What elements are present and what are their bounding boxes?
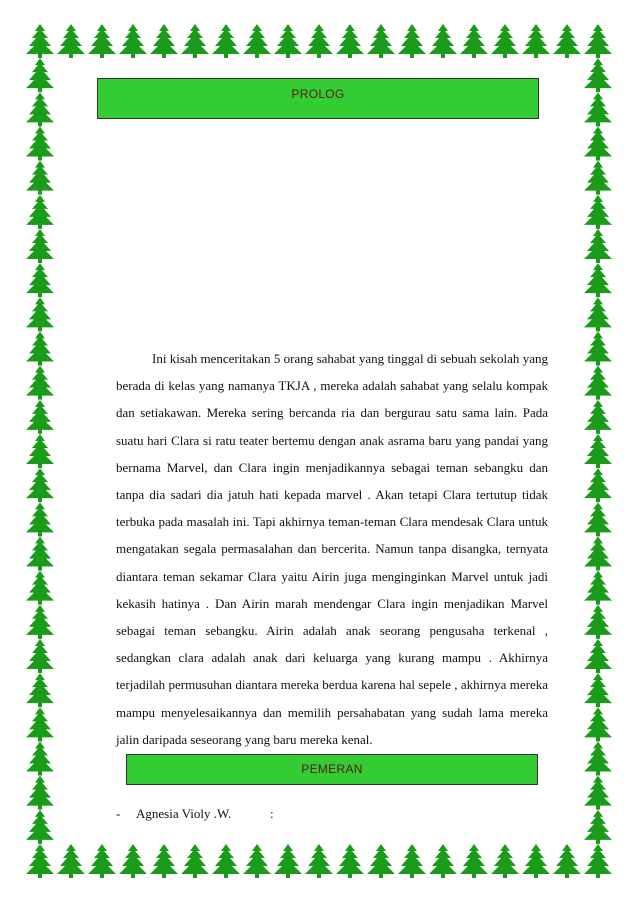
pine-tree-icon bbox=[584, 673, 612, 707]
pine-tree-icon bbox=[26, 297, 54, 331]
pine-tree-icon bbox=[460, 844, 488, 878]
pine-tree-icon bbox=[26, 24, 54, 58]
pine-tree-icon bbox=[88, 844, 116, 878]
pine-tree-icon bbox=[26, 605, 54, 639]
pine-tree-icon bbox=[584, 229, 612, 263]
pine-tree-icon bbox=[150, 844, 178, 878]
pine-tree-icon bbox=[274, 844, 302, 878]
pine-tree-icon bbox=[584, 366, 612, 400]
pine-tree-icon bbox=[26, 58, 54, 92]
pemeran-title: PEMERAN bbox=[301, 762, 363, 776]
pine-tree-icon bbox=[584, 571, 612, 605]
pine-tree-icon bbox=[398, 24, 426, 58]
pine-tree-icon bbox=[26, 195, 54, 229]
pine-tree-icon bbox=[584, 263, 612, 297]
pine-tree-icon bbox=[26, 263, 54, 297]
pine-tree-icon bbox=[584, 468, 612, 502]
pine-tree-icon bbox=[305, 24, 333, 58]
pine-tree-icon bbox=[398, 844, 426, 878]
pine-tree-icon bbox=[429, 24, 457, 58]
story-text: Ini kisah menceritakan 5 orang sahabat yang tinggal di sebuah sekolah yang berada di kelas yang namanya TKJA , mereka adalah sahabat yang selalu kompak dan setiakawan. Mereka sering bercanda ria dan bergurau satu sama lain. Pada suatu hari Clara si ratu teater bertemu dengan anak asrama baru yang pandai yang bernama Marvel, dan Clara ingin menjadikannya sebagai teman sebangku dan tanpa dia sadari dia jatuh hati kepada marvel . Akan tetapi Clara tertutup tidak terbuka pada masalah ini. Tapi akhirnya teman-teman Clara mendesak Clara untuk mengatakan segala permasalahan dan bercerita. Namun tanpa disangka, ternyata diantara teman sekamar Clara yaitu Airin juga menginginkan Marvel untuk jadi kekasih hatinya . Dan Airin marah mendengar Clara ingin menjadikan Marvel sebagai teman sebangku. Airin adalah anak seorang pengusaha terkenal , sedangkan clara adalah anak dari keluarga yang kurang mampu . Akhirnya terjadilah permusuhan diantara mereka berdua karena hal sepele , akhirnya mereka mampu menyelesaikannya dan memilih persahabatan yang sudah lama mereka jalin daripada seseorang yang baru mereka kenal. bbox=[116, 351, 548, 747]
pine-tree-icon bbox=[26, 468, 54, 502]
pine-tree-icon bbox=[584, 639, 612, 673]
pine-tree-icon bbox=[26, 707, 54, 741]
pine-tree-icon bbox=[26, 776, 54, 810]
pine-tree-icon bbox=[26, 742, 54, 776]
pine-tree-icon bbox=[26, 92, 54, 126]
cast-name: Agnesia Violy .W. bbox=[136, 806, 232, 821]
pine-tree-icon bbox=[274, 24, 302, 58]
pine-tree-icon bbox=[584, 332, 612, 366]
pine-tree-icon bbox=[26, 639, 54, 673]
pine-tree-icon bbox=[26, 810, 54, 844]
pine-tree-icon bbox=[584, 810, 612, 844]
pine-tree-icon bbox=[26, 673, 54, 707]
cast-colon: : bbox=[270, 806, 274, 821]
pine-tree-icon bbox=[57, 844, 85, 878]
pine-tree-icon bbox=[26, 332, 54, 366]
pine-tree-icon bbox=[429, 844, 457, 878]
pine-tree-icon bbox=[26, 161, 54, 195]
pine-tree-icon bbox=[584, 195, 612, 229]
pine-tree-icon bbox=[584, 400, 612, 434]
pine-tree-icon bbox=[584, 776, 612, 810]
pine-tree-icon bbox=[584, 127, 612, 161]
pine-tree-icon bbox=[26, 571, 54, 605]
pine-tree-icon bbox=[243, 844, 271, 878]
pine-tree-icon bbox=[553, 24, 581, 58]
pine-tree-icon bbox=[584, 707, 612, 741]
pine-tree-icon bbox=[119, 844, 147, 878]
prolog-title: PROLOG bbox=[291, 87, 345, 101]
pine-tree-icon bbox=[119, 24, 147, 58]
pine-tree-icon bbox=[305, 844, 333, 878]
pine-tree-icon bbox=[181, 24, 209, 58]
pine-tree-icon bbox=[181, 844, 209, 878]
pine-tree-icon bbox=[584, 605, 612, 639]
pine-tree-icon bbox=[584, 92, 612, 126]
pine-tree-icon bbox=[584, 844, 612, 878]
pine-tree-icon bbox=[553, 844, 581, 878]
cast-bullet: - bbox=[116, 806, 121, 821]
pine-tree-icon bbox=[26, 502, 54, 536]
pine-tree-icon bbox=[584, 537, 612, 571]
pine-tree-icon bbox=[584, 434, 612, 468]
pine-tree-icon bbox=[584, 24, 612, 58]
pine-tree-icon bbox=[26, 229, 54, 263]
pine-tree-icon bbox=[460, 24, 488, 58]
pine-tree-icon bbox=[150, 24, 178, 58]
pine-tree-icon bbox=[491, 24, 519, 58]
pine-tree-icon bbox=[212, 844, 240, 878]
pine-tree-icon bbox=[336, 24, 364, 58]
pine-tree-icon bbox=[584, 742, 612, 776]
pine-tree-icon bbox=[367, 24, 395, 58]
prolog-banner bbox=[97, 78, 539, 119]
story-paragraph bbox=[116, 345, 548, 753]
pine-tree-icon bbox=[584, 502, 612, 536]
pine-tree-icon bbox=[26, 434, 54, 468]
pine-tree-icon bbox=[57, 24, 85, 58]
pine-tree-icon bbox=[336, 844, 364, 878]
pemeran-banner bbox=[126, 754, 538, 785]
pine-tree-icon bbox=[26, 844, 54, 878]
pine-tree-icon bbox=[522, 24, 550, 58]
pine-tree-icon bbox=[26, 366, 54, 400]
pine-tree-icon bbox=[26, 537, 54, 571]
pine-tree-icon bbox=[26, 400, 54, 434]
pine-tree-icon bbox=[522, 844, 550, 878]
pine-tree-icon bbox=[88, 24, 116, 58]
pine-tree-icon bbox=[584, 161, 612, 195]
pine-tree-icon bbox=[584, 58, 612, 92]
pine-tree-icon bbox=[367, 844, 395, 878]
pine-tree-icon bbox=[212, 24, 240, 58]
pine-tree-icon bbox=[491, 844, 519, 878]
pine-tree-icon bbox=[26, 127, 54, 161]
pine-tree-icon bbox=[243, 24, 271, 58]
pine-tree-icon bbox=[584, 297, 612, 331]
